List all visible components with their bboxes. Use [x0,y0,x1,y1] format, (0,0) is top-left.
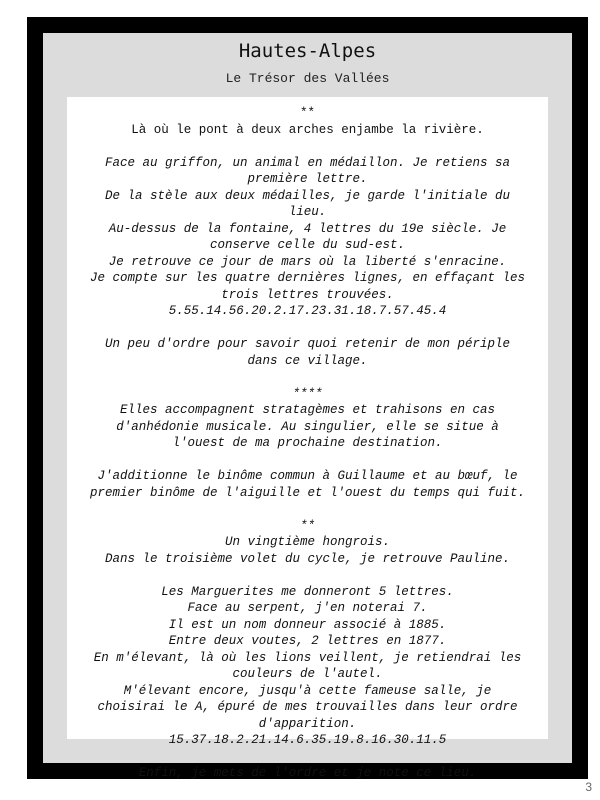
text-line: Enfin, je mets de l'ordre et je note ce lieu. [138,766,477,780]
text-line: 5.55.14.56.20.2.17.23.31.18.7.57.45.4 [168,304,447,318]
text-line: Entre deux voutes, 2 lettres en 1877. [168,634,447,648]
text-line: dans ce village. [247,353,368,368]
page-number: 3 [585,780,592,794]
text-line: Au-dessus de la fontaine, 4 lettres du 19e siècle. Je [108,221,507,236]
text-line: De la stèle aux deux médailles, je garde l'initiale du [104,188,511,203]
text-line: Elles accompagnent stratagèmes et trahisons en cas [119,403,496,417]
text-line: En m'élevant, là où les lions veillent, je retiendrai les [93,650,522,665]
text-line: l'ouest de ma prochaine destination. [172,436,443,450]
text-line: Je retrouve ce jour de mars où la liberté s'enracine. [108,254,507,269]
text-line: premier binôme de l'aiguille et l'ouest du temps qui fuit. [89,485,526,500]
text-line: J'additionne le binôme commun à Guillaume et au bœuf, le [97,469,518,483]
text-line: M'élevant encore, jusqu'à cette fameuse salle, je [123,683,492,698]
text-line: ** [299,518,315,533]
text-line: Dans le troisième volet du cycle, je retrouve Pauline. [104,551,511,566]
text-block [67,336,548,369]
text-line: ** [299,106,315,120]
text-line: Les Marguerites me donneront 5 lettres. [161,584,454,599]
text-block [67,155,548,320]
text-line: Face au griffon, un animal en médaillon. Je retiens sa [104,155,511,170]
text-block [67,518,548,568]
text-line: Je compte sur les quatre dernières lignes, en effaçant les [89,271,526,285]
text-line: d'apparition. [258,716,357,731]
page-title: Hautes-Alpes [238,40,377,62]
text-line: Là où le pont à deux arches enjambe la rivière. [131,122,484,137]
text-line: 15.37.18.2.21.14.6.35.19.8.16.30.11.5 [168,733,447,747]
text-block [67,105,548,138]
text-block [67,765,548,782]
text-line: **** [292,386,323,401]
text-block [67,584,548,749]
text-line: couleurs de l'autel. [232,667,383,681]
text-line: Un peu d'ordre pour savoir quoi retenir de mon périple [104,337,511,351]
text-line: lieu. [288,205,327,219]
text-line: choisirai le A, épuré de mes trouvailles dans leur ordre [97,700,518,714]
text-line: Face au serpent, j'en noterai 7. [187,601,428,615]
text-line: trois lettres trouvées. [221,287,394,302]
text-line: conserve celle du sud-est. [209,238,406,252]
riddle-text-area [67,97,548,780]
text-line: première lettre. [247,172,368,186]
page-subtitle: Le Trésor des Vallées [225,71,390,86]
text-block [67,468,548,501]
text-block [67,386,548,452]
text-line: d'anhédonie musicale. Au singulier, elle se situe à [116,419,499,434]
text-line: Il est un nom donneur associé à 1885. [168,617,447,632]
text-line: Un vingtième hongrois. [224,535,391,549]
